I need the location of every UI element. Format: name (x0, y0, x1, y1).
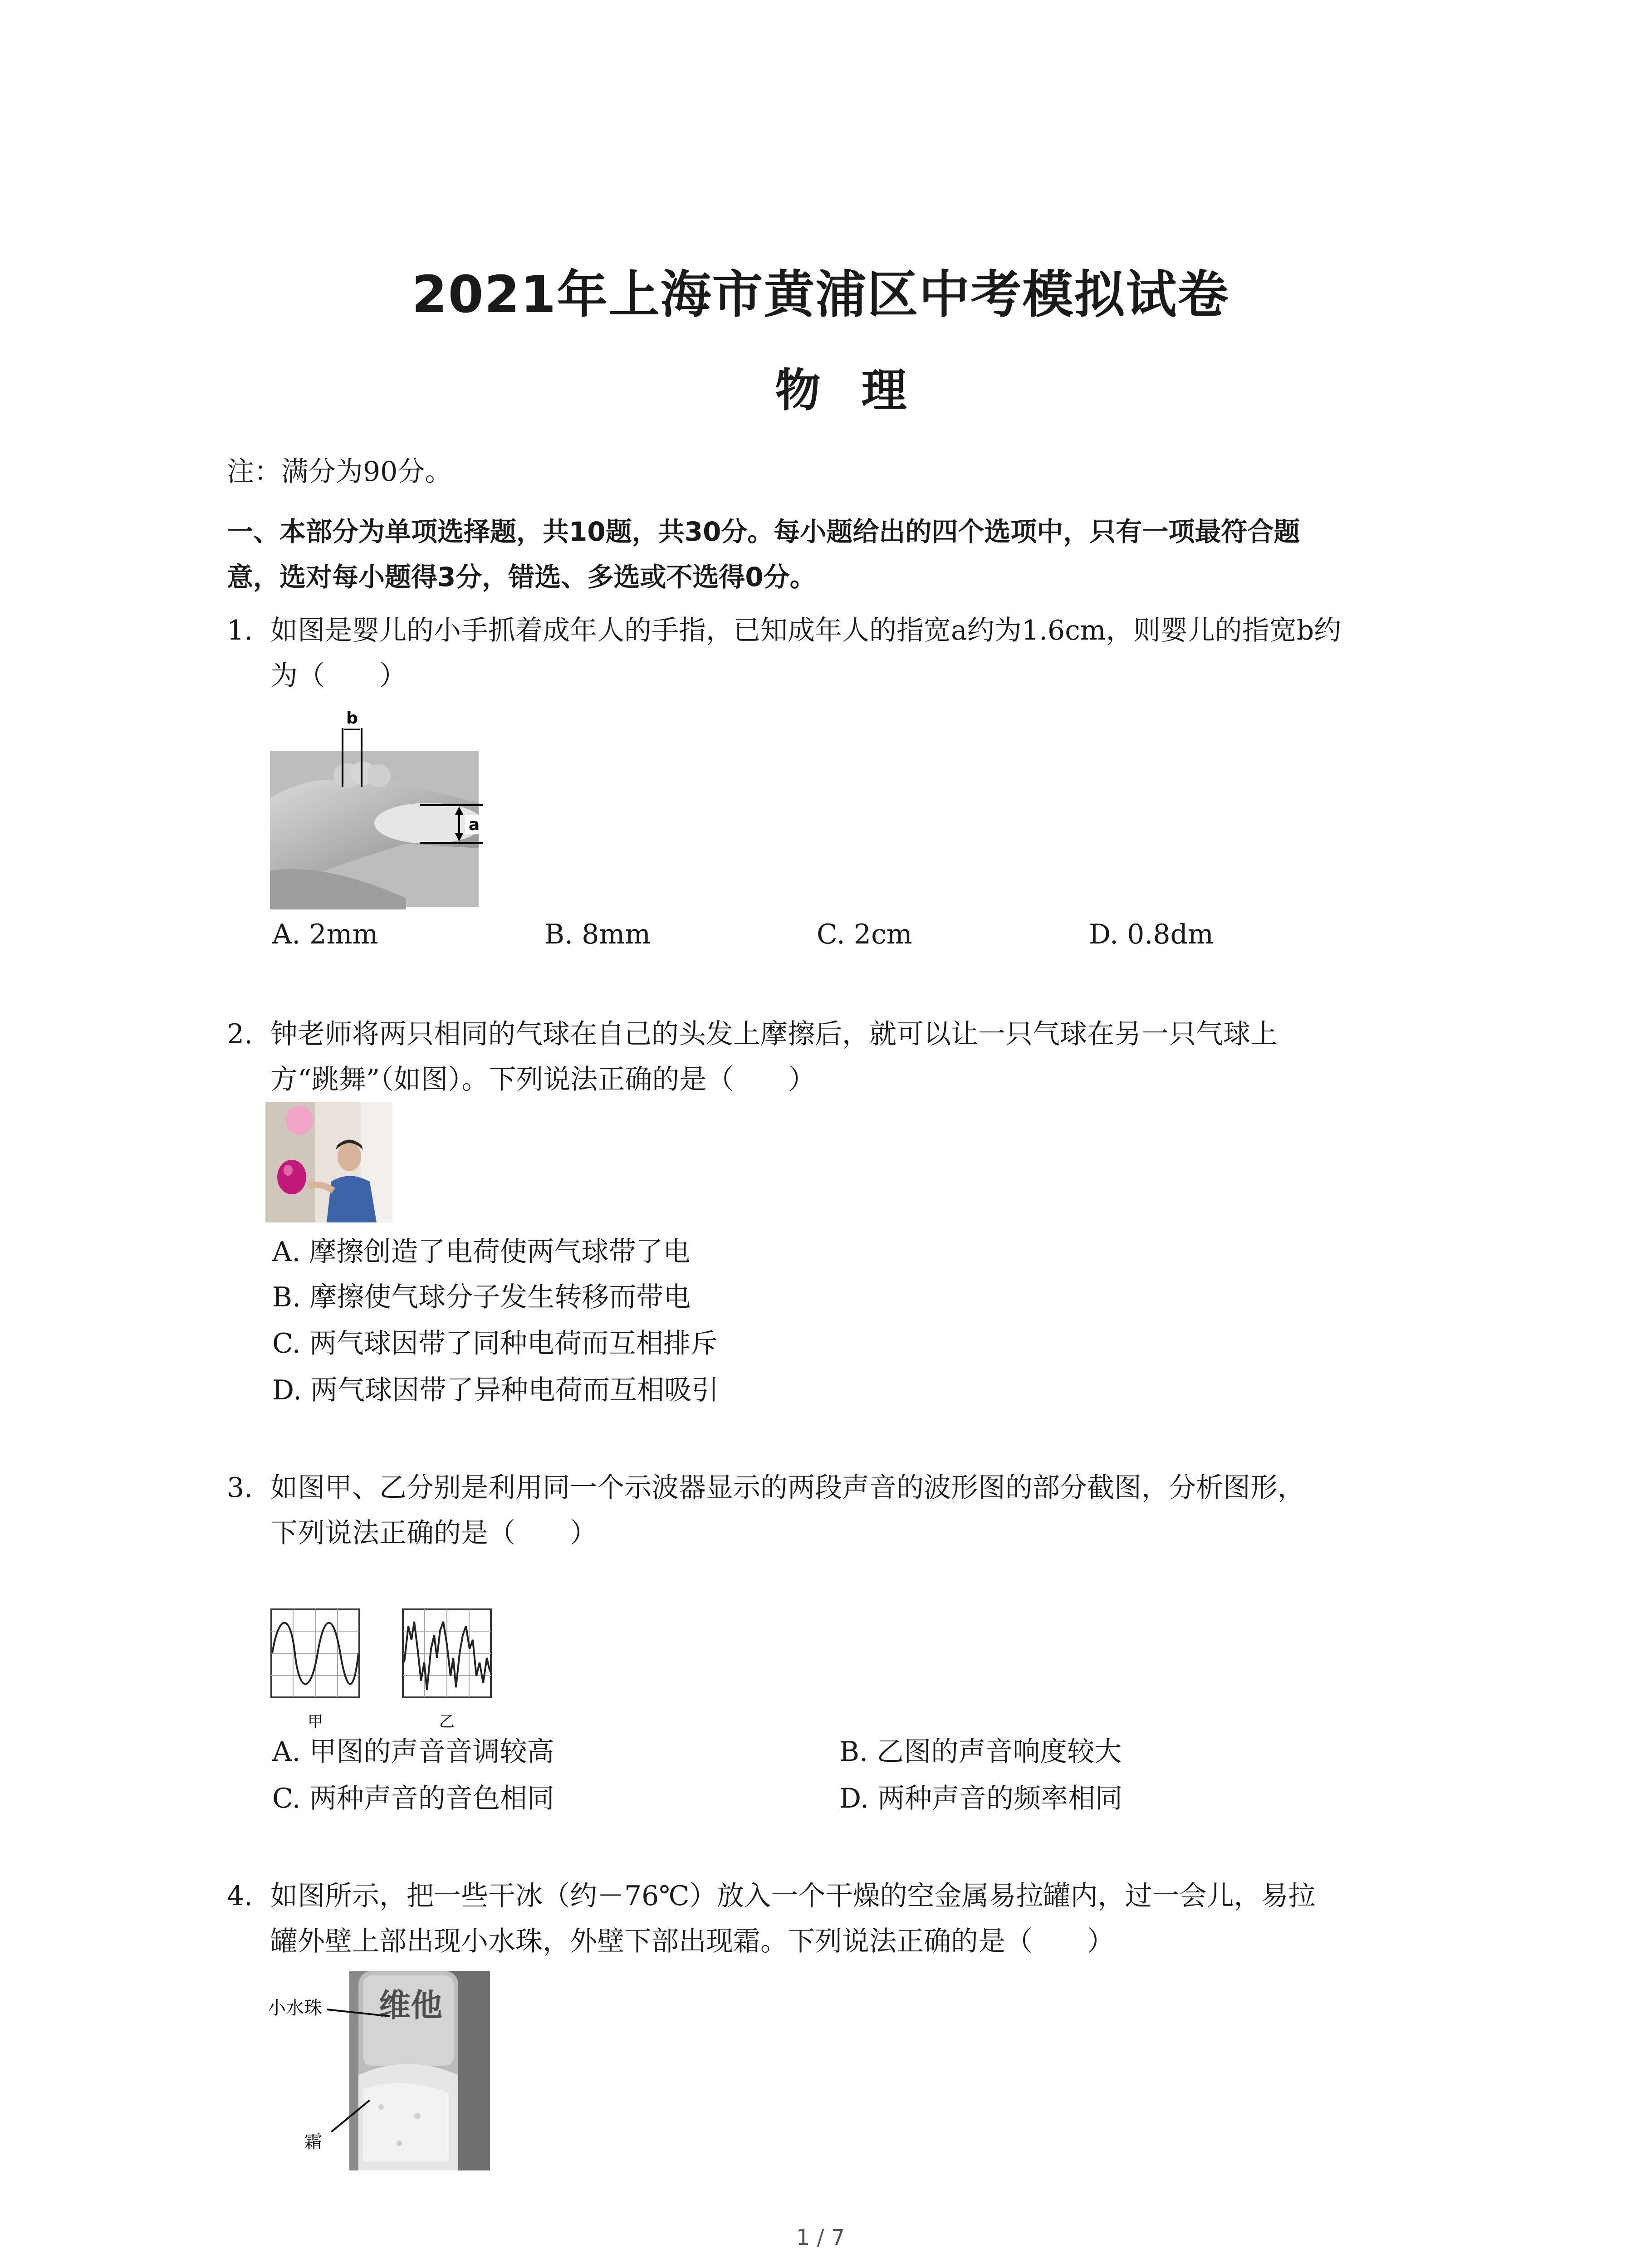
question-1-text-line1: 如图是婴儿的小手抓着成年人的手指，已知成年人的指宽a约为1.6cm，则婴儿的指宽b约 (270, 615, 1342, 646)
question-2-text-line2: 方“跳舞”（如图）。下列说法正确的是（ ） (270, 1064, 816, 1095)
question-2-text-line1: 钟老师将两只相同的气球在自己的头发上摩擦后，就可以让一只气球在另一只气球上 (270, 1018, 1278, 1050)
label-frost: 霜 (304, 2131, 322, 2152)
can-brand-text: 维他 (379, 1987, 442, 2024)
score-note: 注：满分为90分。 (227, 456, 452, 488)
section-instruction-line2: 意，选对每小题得3分，错选、多选或不选得0分。 (227, 562, 816, 592)
question-1-line1 (227, 608, 1341, 653)
question-3-text-line2: 下列说法正确的是（ ） (270, 1517, 597, 1549)
question-4-figure-can (268, 1971, 490, 2170)
question-3-line1 (227, 1465, 1305, 1510)
question-3-figure-waveforms (270, 1608, 504, 1735)
question-2-figure-balloons (265, 1102, 392, 1222)
question-1-figure-hands (270, 708, 483, 909)
question-4-number: 4. (227, 1880, 253, 1912)
waveform-yi (403, 1609, 491, 1697)
q1-option-d: D. 0.8dm (1089, 919, 1214, 950)
q1-option-c: C. 2cm (817, 919, 912, 950)
subject-title: 物理 (775, 364, 948, 417)
q2-option-b: B. 摩擦使气球分子发生转移而带电 (272, 1281, 691, 1313)
question-3-text-line1: 如图甲、乙分别是利用同一个示波器显示的两段声音的波形图的部分截图，分析图形， (270, 1472, 1305, 1504)
question-1-text-line2: 为（ ） (270, 660, 407, 692)
q2-option-c: C. 两气球因带了同种电荷而互相排斥 (272, 1328, 718, 1359)
waveform-jia (271, 1609, 359, 1697)
q3-option-a: A. 甲图的声音音调较高 (272, 1736, 554, 1768)
exam-title: 2021年上海市黄浦区中考模拟试卷 (411, 265, 1230, 324)
label-water-droplets: 小水珠 (268, 1998, 322, 2019)
question-3-number: 3. (227, 1472, 253, 1504)
oscilloscope-figure (270, 1608, 504, 1735)
label-jia: 甲 (308, 1713, 323, 1731)
q3-option-d: D. 两种声音的频率相同 (839, 1783, 1123, 1814)
question-4-text-line1: 如图所示，把一些干冰（约－76℃）放入一个干燥的空金属易拉罐内，过一会儿，易拉 (270, 1880, 1316, 1912)
can-photo (268, 1971, 490, 2170)
q3-option-c: C. 两种声音的音色相同 (272, 1783, 554, 1814)
q2-option-a: A. 摩擦创造了电荷使两气球带了电 (272, 1236, 691, 1268)
q3-option-b: B. 乙图的声音响度较大 (839, 1736, 1122, 1768)
question-2-line1 (227, 1012, 1278, 1057)
page-number: 1 / 7 (796, 2225, 845, 2250)
balloon-photo (265, 1102, 392, 1222)
label-b: b (346, 709, 358, 728)
label-yi: 乙 (439, 1713, 455, 1731)
q1-option-b: B. 8mm (544, 919, 651, 950)
question-1-number: 1. (227, 615, 253, 646)
q1-option-a: A. 2mm (272, 919, 378, 950)
question-4-line1 (227, 1873, 1315, 1919)
hands-photo (270, 708, 483, 909)
label-a: a (468, 816, 480, 834)
question-4-text-line2: 罐外壁上部出现小水珠，外壁下部出现霜。下列说法正确的是（ ） (270, 1926, 1114, 1957)
q2-option-d: D. 两气球因带了异种电荷而互相吸引 (272, 1374, 719, 1406)
question-2-number: 2. (227, 1018, 253, 1050)
section-instruction-line1: 一、本部分为单项选择题，共10题，共30分。每小题给出的四个选项中，只有一项最符合题 (227, 516, 1300, 547)
